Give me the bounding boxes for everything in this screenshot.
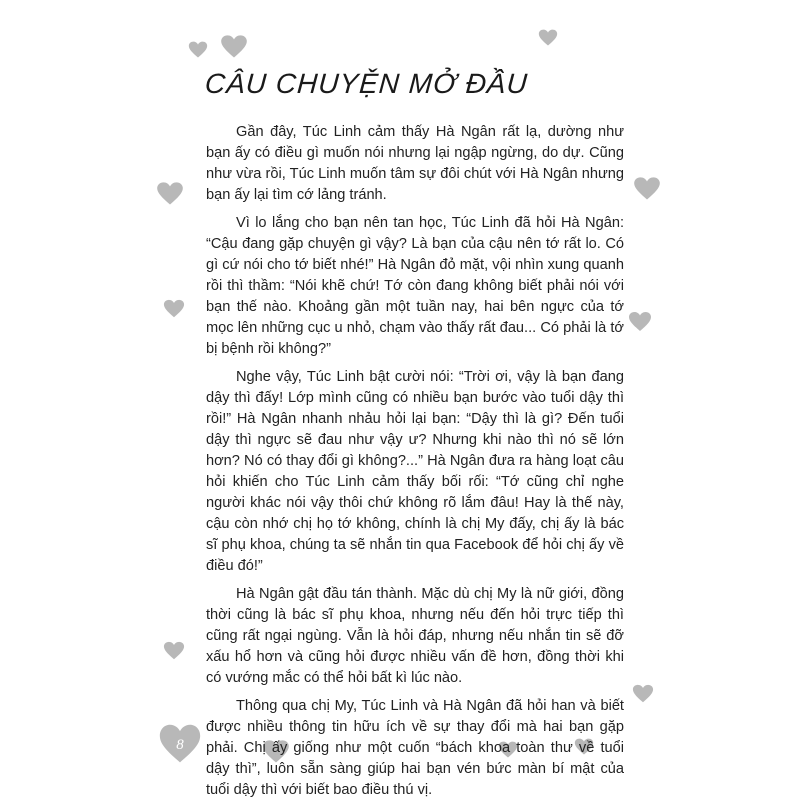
page-title: CÂU CHUYỆN MỞ ĐẦU <box>203 68 529 99</box>
heart-icon <box>632 683 654 705</box>
page-number: 8 <box>176 737 184 753</box>
body-text <box>206 122 624 808</box>
heart-icon <box>163 298 185 320</box>
paragraph: Vì lo lắng cho bạn nên tan học, Túc Linh đã hỏi Hà Ngân: “Cậu đang gặp chuyện gì vậy? Là bạn của cậu nên tớ rất lo. Có gì cứ nói cho tớ biết nhé!” Hà Ngân đỏ mặt, vội nhìn xung quanh rồi thì thầm: “Nói khẽ chứ! Tớ còn đang không biết phải nói với bạn thế nào. Khoảng gần một tuần nay, hai bên ngực của tớ mọc lên những cục u nhỏ, chạm vào thấy rất đau... Có phải là tớ bị bệnh rồi không?” <box>206 215 624 357</box>
paragraph: Thông qua chị My, Túc Linh và Hà Ngân đã hỏi han và biết được nhiều thông tin hữu ích về sự thay đổi mà hai bạn gặp phải. Chị ấy giống như một cuốn “bách khoa toàn thư về tuổi dậy thì”, luôn sẵn sàng giúp hai bạn vén bức màn bí mật của tuổi dậy thì với biết bao điều thú vị. <box>206 698 624 798</box>
heart-icon <box>188 40 208 60</box>
heart-icon <box>163 640 185 662</box>
heart-icon <box>628 310 652 334</box>
heart-icon <box>156 180 184 208</box>
heart-icon <box>538 28 558 48</box>
heart-icon <box>220 33 248 61</box>
paragraph: Hà Ngân gật đầu tán thành. Mặc dù chị My là nữ giới, đồng thời cũng là bác sĩ phụ khoa, nhưng nếu đến hỏi trực tiếp thì cũng rất ngại ngùng. Vẫn là hỏi đáp, nhưng nếu nhắn tin sẽ đỡ xấu hổ hơn và cũng hỏi được nhiều vấn đề hơn, đồng thời khi có vướng mắc có thể hỏi bất kì lúc nào. <box>206 586 624 686</box>
heart-icon <box>633 175 661 203</box>
paragraph: Gần đây, Túc Linh cảm thấy Hà Ngân rất lạ, dường như bạn ấy có điều gì muốn nói nhưng lại ngập ngừng, do dự. Cũng như vừa rồi, Túc Linh muốn tâm sự đôi chút với Hà Ngân nhưng bạn ấy lại tìm cớ lảng tránh. <box>206 124 624 203</box>
paragraph: Nghe vậy, Túc Linh bật cười nói: “Trời ơi, vậy là bạn đang dậy thì đấy! Lớp mình cũng có nhiều bạn bước vào tuổi dậy thì rồi!” Hà Ngân nhanh nhảu hỏi lại bạn: “Dậy thì là gì? Đến tuổi dậy thì ngực sẽ đau như vậy ư? Nhưng khi nào thì nó sẽ lớn hơn? Nó có thay đổi gì không?...” Hà Ngân đưa ra hàng loạt câu hỏi khiến cho Túc Linh cảm thấy bối rối: “Tớ cũng chỉ nghe người khác nói vậy thôi chứ không rõ lắm đâu! Hay là thế này, cậu còn nhớ chị họ tớ không, chính là chị My đấy, chị ấy là bác sĩ phụ khoa, chúng ta sẽ nhắn tin qua Facebook để hỏi chị ấy về điều đó!” <box>206 369 624 574</box>
